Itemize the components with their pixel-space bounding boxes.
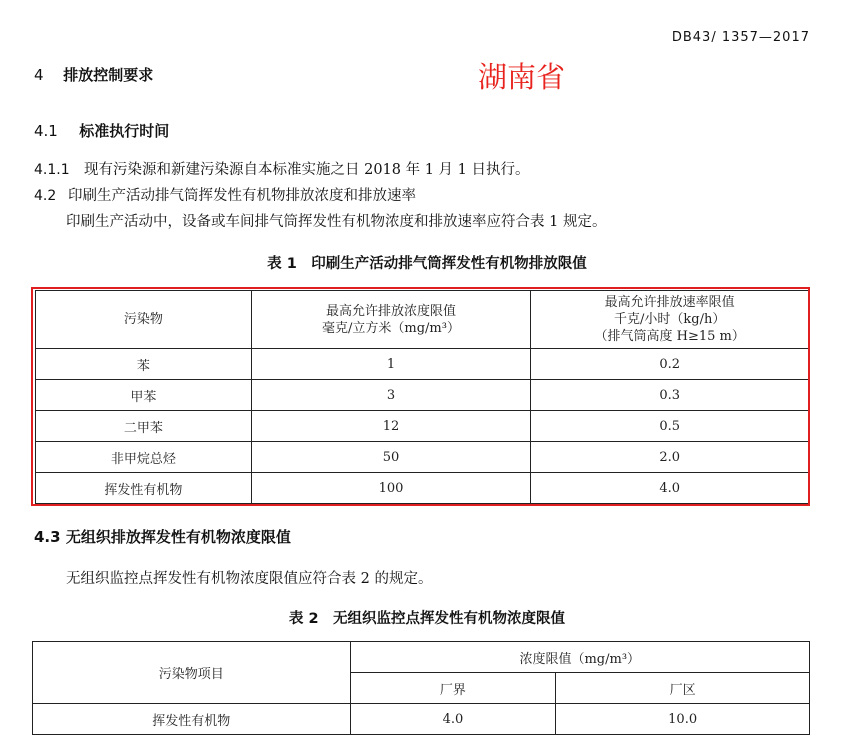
pollutant-cell: 挥发性有机物	[36, 473, 252, 504]
clause-4-1-1-text: 现有污染源和新建污染源自本标准实施之日 2018 年 1 月 1 日执行。	[84, 162, 530, 178]
table-1	[35, 290, 809, 504]
section-4-2-title: 印刷生产活动排气筒挥发性有机物排放浓度和排放速率	[68, 188, 416, 204]
standard-number: DB43/ 1357—2017	[671, 30, 810, 45]
header-limit: 浓度限值（mg/m³）	[350, 642, 809, 673]
clause-4-1-1-number: 4.1.1	[34, 162, 70, 178]
table-2-caption: 表 2 无组织监控点挥发性有机物浓度限值	[288, 611, 566, 627]
item-cell: 挥发性有机物	[33, 704, 351, 735]
section-4-1-title: 标准执行时间	[79, 122, 170, 140]
section-4-3-number: 4.3	[34, 528, 61, 546]
table-row	[36, 380, 809, 411]
section-4-title: 排放控制要求	[63, 66, 154, 84]
section-4-1-number: 4.1	[34, 122, 58, 140]
header-item: 污染物项目	[33, 642, 351, 704]
table-1-caption: 表 1 印刷生产活动排气筒挥发性有机物排放限值	[267, 256, 587, 272]
rate-cell: 0.2	[531, 349, 809, 380]
concentration-cell: 1	[251, 349, 531, 380]
boundary-cell: 4.0	[350, 704, 556, 735]
section-4-number: 4	[34, 66, 44, 84]
header-factory-boundary: 厂界	[350, 673, 556, 704]
header-rate-condition: （排气筒高度 H≥15 m）	[594, 329, 745, 344]
header-factory-area: 厂区	[556, 673, 810, 704]
rate-cell: 2.0	[531, 442, 809, 473]
table-1-header-row	[36, 291, 809, 349]
concentration-cell: 12	[251, 411, 531, 442]
section-4-2-heading	[34, 184, 416, 205]
pollutant-cell: 二甲苯	[36, 411, 252, 442]
concentration-cell: 100	[251, 473, 531, 504]
section-4-3-title: 无组织排放挥发性有机物浓度限值	[65, 528, 291, 546]
section-4-3-body: 无组织监控点挥发性有机物浓度限值应符合表 2 的规定。	[66, 571, 433, 587]
section-4-heading	[34, 64, 153, 85]
header-concentration-line1: 最高允许排放浓度限值	[325, 303, 456, 319]
section-4-2-number: 4.2	[34, 188, 57, 204]
clause-4-1-1	[34, 158, 530, 179]
header-rate-line1: 最高允许排放速率限值	[604, 295, 735, 310]
header-rate-unit: 千克/小时（kg/h）	[613, 312, 726, 327]
section-4-2-body: 印刷生产活动中，设备或车间排气筒挥发性有机物浓度和排放速率应符合表 1 规定。	[66, 214, 607, 230]
table-row	[33, 704, 810, 735]
table-row	[36, 442, 809, 473]
table-row	[36, 411, 809, 442]
table-2	[32, 641, 810, 735]
table-row	[36, 473, 809, 504]
pollutant-cell: 甲苯	[36, 380, 252, 411]
header-rate	[531, 291, 809, 349]
rate-cell: 0.3	[531, 380, 809, 411]
rate-cell: 4.0	[531, 473, 809, 504]
area-cell: 10.0	[556, 704, 810, 735]
section-4-3-heading	[34, 526, 291, 547]
section-4-1-heading	[34, 120, 169, 141]
header-pollutant: 污染物	[36, 291, 252, 349]
province-stamp: 湖南省	[478, 60, 566, 94]
table-2-header-row	[33, 642, 810, 673]
pollutant-cell: 非甲烷总烃	[36, 442, 252, 473]
concentration-cell: 50	[251, 442, 531, 473]
concentration-cell: 3	[251, 380, 531, 411]
rate-cell: 0.5	[531, 411, 809, 442]
header-concentration	[251, 291, 531, 349]
pollutant-cell: 苯	[36, 349, 252, 380]
table-row	[36, 349, 809, 380]
header-concentration-unit: 毫克/立方米（mg/m³）	[322, 320, 460, 336]
